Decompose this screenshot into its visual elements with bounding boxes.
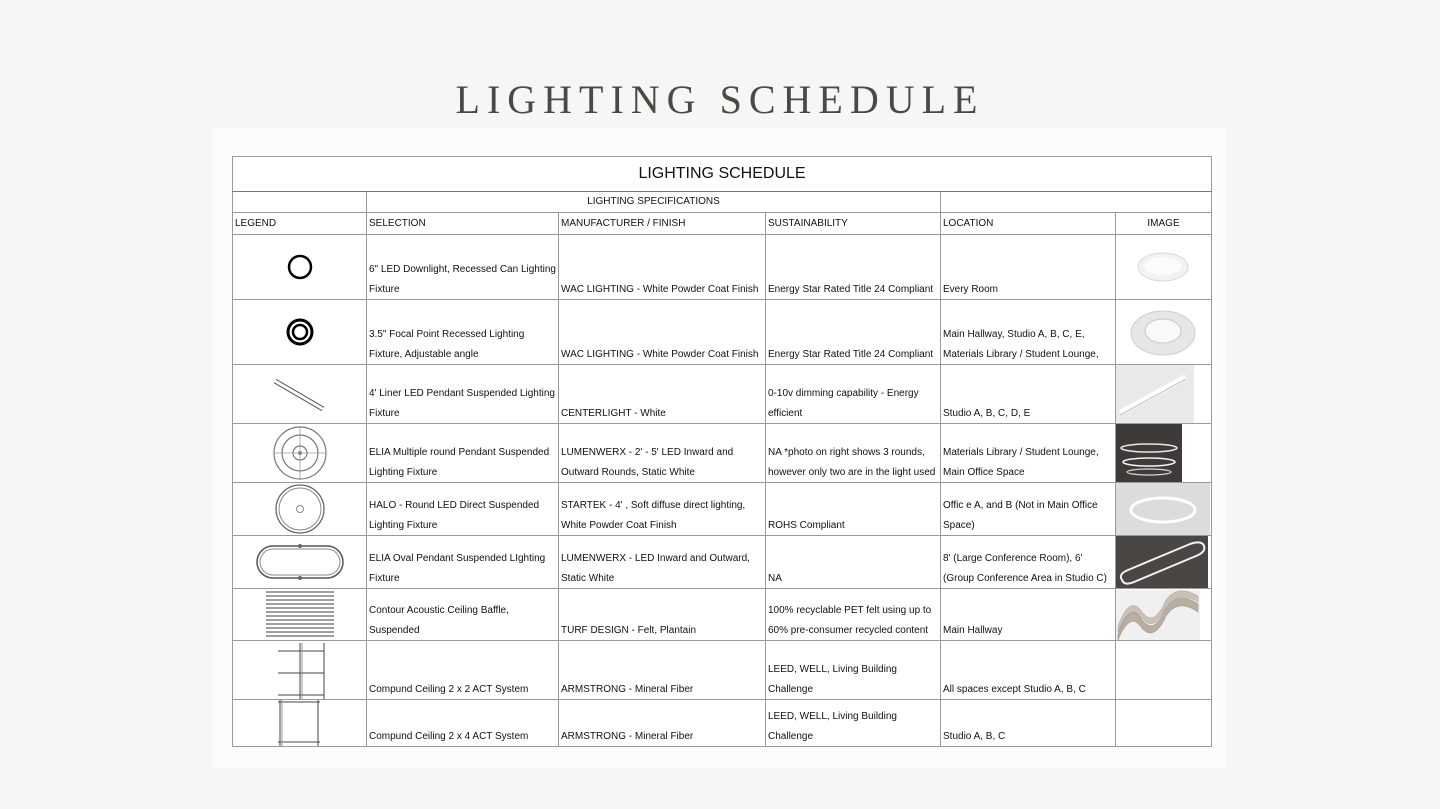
- manufacturer-cell: WAC LIGHTING - White Powder Coat Finish: [559, 300, 766, 365]
- sustainability-cell: 0-10v dimming capability - Energy efficient: [766, 365, 941, 424]
- spec-group-blank: [233, 192, 367, 213]
- manufacturer-cell: STARTEK - 4' , Soft diffuse direct lighting, White Powder Coat Finish: [559, 483, 766, 536]
- selection-cell: 4' Liner LED Pendant Suspended Lighting Fixture: [367, 365, 559, 424]
- selection-cell: ELIA Multiple round Pendant Suspended Lighting Fixture: [367, 424, 559, 483]
- downlight-photo: [1116, 235, 1212, 300]
- header-selection: SELECTION: [367, 213, 559, 235]
- sustainability-cell: 100% recyclable PET felt using up to 60% pre-consumer recycled content: [766, 589, 941, 641]
- table-title-row: [233, 157, 1212, 192]
- ceiling-grid-2x4-icon: [233, 700, 367, 747]
- selection-cell: 3.5" Focal Point Recessed Lighting Fixture, Adjustable angle: [367, 300, 559, 365]
- table-row: [233, 589, 1212, 641]
- location-cell: Studio A, B, C: [941, 700, 1116, 747]
- manufacturer-cell: CENTERLIGHT - White: [559, 365, 766, 424]
- manufacturer-cell: TURF DESIGN - Felt, Plantain: [559, 589, 766, 641]
- circle-outline-icon: [233, 235, 367, 300]
- round-pendant-photo: [1116, 424, 1212, 483]
- selection-cell: ELIA Oval Pendant Suspended LIghting Fixture: [367, 536, 559, 589]
- selection-cell: Compund Ceiling 2 x 4 ACT System: [367, 700, 559, 747]
- table-title: LIGHTING SCHEDULE: [233, 157, 1212, 192]
- sustainability-cell: LEED, WELL, Living Building Challenge: [766, 641, 941, 700]
- table-row: [233, 700, 1212, 747]
- table-row: [233, 641, 1212, 700]
- baffle-lines-icon: [233, 589, 367, 641]
- location-cell: Main Hallway: [941, 589, 1116, 641]
- sustainability-cell: NA *photo on right shows 3 rounds, however only two are in the light used: [766, 424, 941, 483]
- sustainability-cell: NA: [766, 536, 941, 589]
- header-location: LOCATION: [941, 213, 1116, 235]
- baffle-photo: [1116, 589, 1212, 641]
- table-row: [233, 235, 1212, 300]
- sustainability-cell: Energy Star Rated Title 24 Compliant: [766, 300, 941, 365]
- halo-ring-icon: [233, 483, 367, 536]
- image-cell-empty: [1116, 641, 1212, 700]
- selection-cell: 6" LED Downlight, Recessed Can Lighting Fixture: [367, 235, 559, 300]
- header-legend: LEGEND: [233, 213, 367, 235]
- selection-cell: Contour Acoustic Ceiling Baffle, Suspended: [367, 589, 559, 641]
- location-cell: Every Room: [941, 235, 1116, 300]
- ceiling-grid-2x2-icon: [233, 641, 367, 700]
- header-manufacturer: MANUFACTURER / FINISH: [559, 213, 766, 235]
- location-cell: Offic e A, and B (Not in Main Office Space): [941, 483, 1116, 536]
- spec-group-row: [233, 192, 1212, 213]
- page-title: LIGHTING SCHEDULE: [455, 77, 985, 122]
- image-cell-empty: [1116, 700, 1212, 747]
- sustainability-cell: Energy Star Rated Title 24 Compliant: [766, 235, 941, 300]
- halo-photo: [1116, 483, 1212, 536]
- table-row: [233, 300, 1212, 365]
- oval-pendant-photo: [1116, 536, 1212, 589]
- manufacturer-cell: LUMENWERX - LED Inward and Outward, Static White: [559, 536, 766, 589]
- oval-ring-icon: [233, 536, 367, 589]
- header-sustainability: SUSTAINABILITY: [766, 213, 941, 235]
- table-row: [233, 424, 1212, 483]
- selection-cell: HALO - Round LED Direct Suspended Lighting Fixture: [367, 483, 559, 536]
- double-ring-icon: [233, 300, 367, 365]
- location-cell: 8' (Large Conference Room), 6' (Group Conference Area in Studio C): [941, 536, 1116, 589]
- lighting-schedule-table: [232, 156, 1212, 747]
- location-cell: Main Hallway, Studio A, B, C, E, Materials Library / Student Lounge,: [941, 300, 1116, 365]
- header-image: IMAGE: [1116, 213, 1212, 235]
- table-row: [233, 365, 1212, 424]
- linear-pendant-photo: [1116, 365, 1212, 424]
- manufacturer-cell: ARMSTRONG - Mineral Fiber: [559, 641, 766, 700]
- table-row: [233, 536, 1212, 589]
- manufacturer-cell: WAC LIGHTING - White Powder Coat Finish: [559, 235, 766, 300]
- linear-bar-icon: [233, 365, 367, 424]
- manufacturer-cell: LUMENWERX - 2' - 5' LED Inward and Outward Rounds, Static White: [559, 424, 766, 483]
- concentric-rings-icon: [233, 424, 367, 483]
- location-cell: Materials Library / Student Lounge, Main Office Space: [941, 424, 1116, 483]
- location-cell: Studio A, B, C, D, E: [941, 365, 1116, 424]
- header-row: [233, 213, 1212, 235]
- sustainability-cell: LEED, WELL, Living Building Challenge: [766, 700, 941, 747]
- manufacturer-cell: ARMSTRONG - Mineral Fiber: [559, 700, 766, 747]
- sustainability-cell: ROHS Compliant: [766, 483, 941, 536]
- focal-point-photo: [1116, 300, 1212, 365]
- spec-group-label: LIGHTING SPECIFICATIONS: [367, 192, 941, 213]
- spec-group-blank-right: [941, 192, 1212, 213]
- selection-cell: Compund Ceiling 2 x 2 ACT System: [367, 641, 559, 700]
- table-row: [233, 483, 1212, 536]
- location-cell: All spaces except Studio A, B, C: [941, 641, 1116, 700]
